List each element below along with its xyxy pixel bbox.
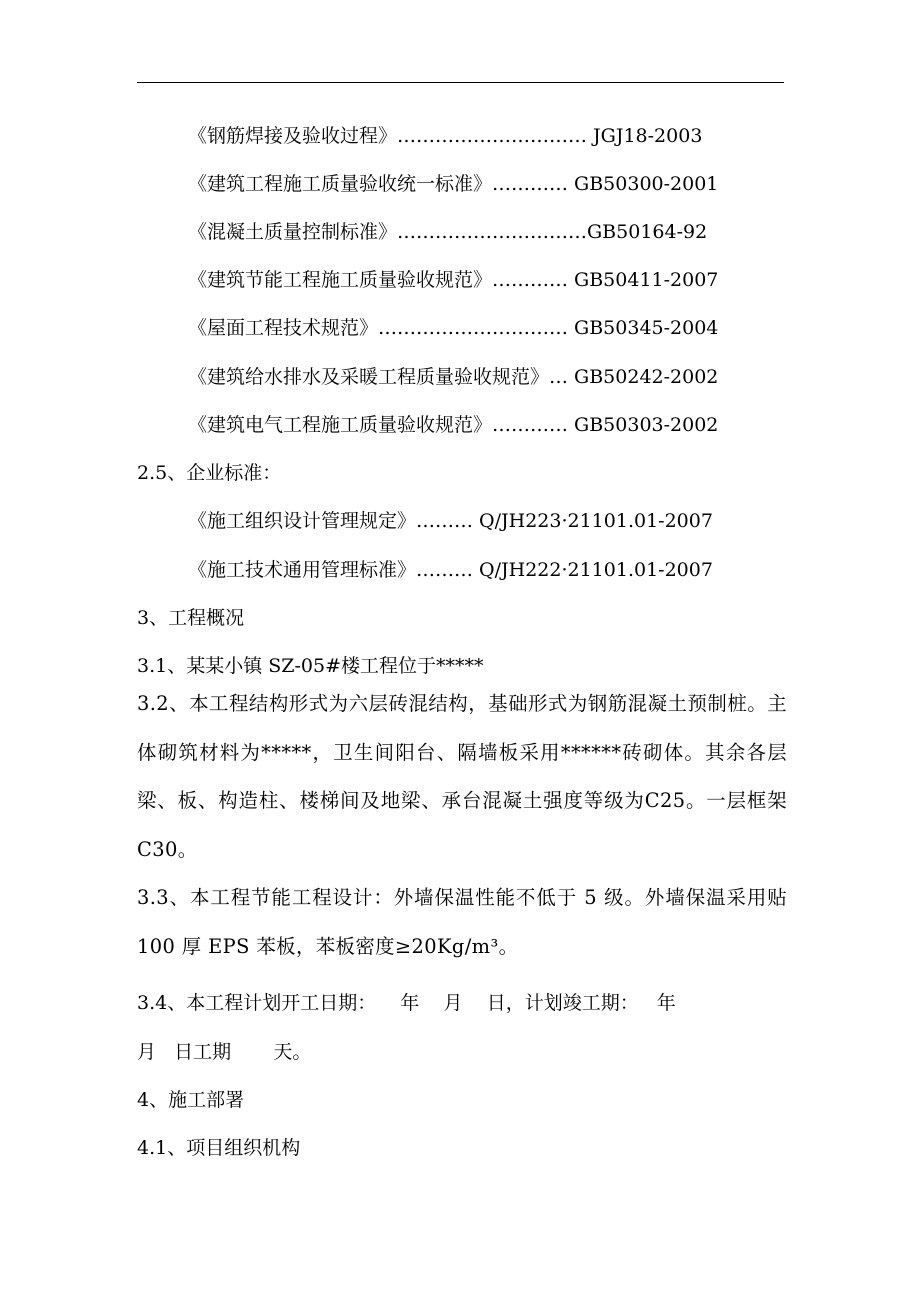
- standard-item: 《建筑工程施工质量验收统一标准》………… GB50300-2001: [188, 173, 719, 195]
- section-heading: 3、工程概况: [137, 607, 245, 629]
- section-heading: 2.5、企业标准：: [137, 462, 282, 484]
- paragraph-3-4-line2: 月 日工期 天。: [137, 1041, 312, 1063]
- standard-item: 《建筑节能工程施工质量验收规范》………… GB50411-2007: [188, 269, 719, 291]
- section-heading: 4、施工部署: [137, 1089, 245, 1111]
- paragraph-3-2: 3.2、本工程结构形式为六层砖混结构，基础形式为钢筋混凝土预制桩。主体砌筑材料为*****，卫生间阳台、隔墙板采用******砖砌体。其余各层梁、板、构造柱、楼梯间及地梁、承台混凝土强度等级为C25。一层框架 C30。: [137, 692, 787, 861]
- paragraph-3-1: 3.1、某某小镇 SZ-05#楼工程位于*****: [137, 655, 484, 677]
- standard-item: 《建筑给水排水及采暖工程质量验收规范》… GB50242-2002: [188, 366, 719, 388]
- standard-item: 《混凝土质量控制标准》…………………………GB50164-92: [188, 221, 708, 243]
- enterprise-standard-item: 《施工技术通用管理标准》……… Q/JH222·21101.01-2007: [188, 559, 713, 581]
- standard-item: 《屋面工程技术规范》………………………… GB50345-2004: [188, 317, 719, 339]
- subsection-heading: 4.1、项目组织机构: [137, 1137, 301, 1159]
- standard-item: 《建筑电气工程施工质量验收规范》………… GB50303-2002: [188, 414, 719, 436]
- enterprise-standard-item: 《施工组织设计管理规定》……… Q/JH223·21101.01-2007: [188, 510, 713, 532]
- header-rule: [137, 82, 784, 83]
- paragraph-3-3: 3.3、本工程节能工程设计：外墙保温性能不低于 5 级。外墙保温采用贴 100 厚 EPS 苯板，苯板密度≥20Kg/m³。: [137, 886, 787, 958]
- standard-item: 《钢筋焊接及验收过程》………………………… JGJ18-2003: [188, 125, 703, 147]
- paragraph-3-4-line1: 3.4、本工程计划开工日期： 年 月 日，计划竣工期： 年: [137, 992, 676, 1014]
